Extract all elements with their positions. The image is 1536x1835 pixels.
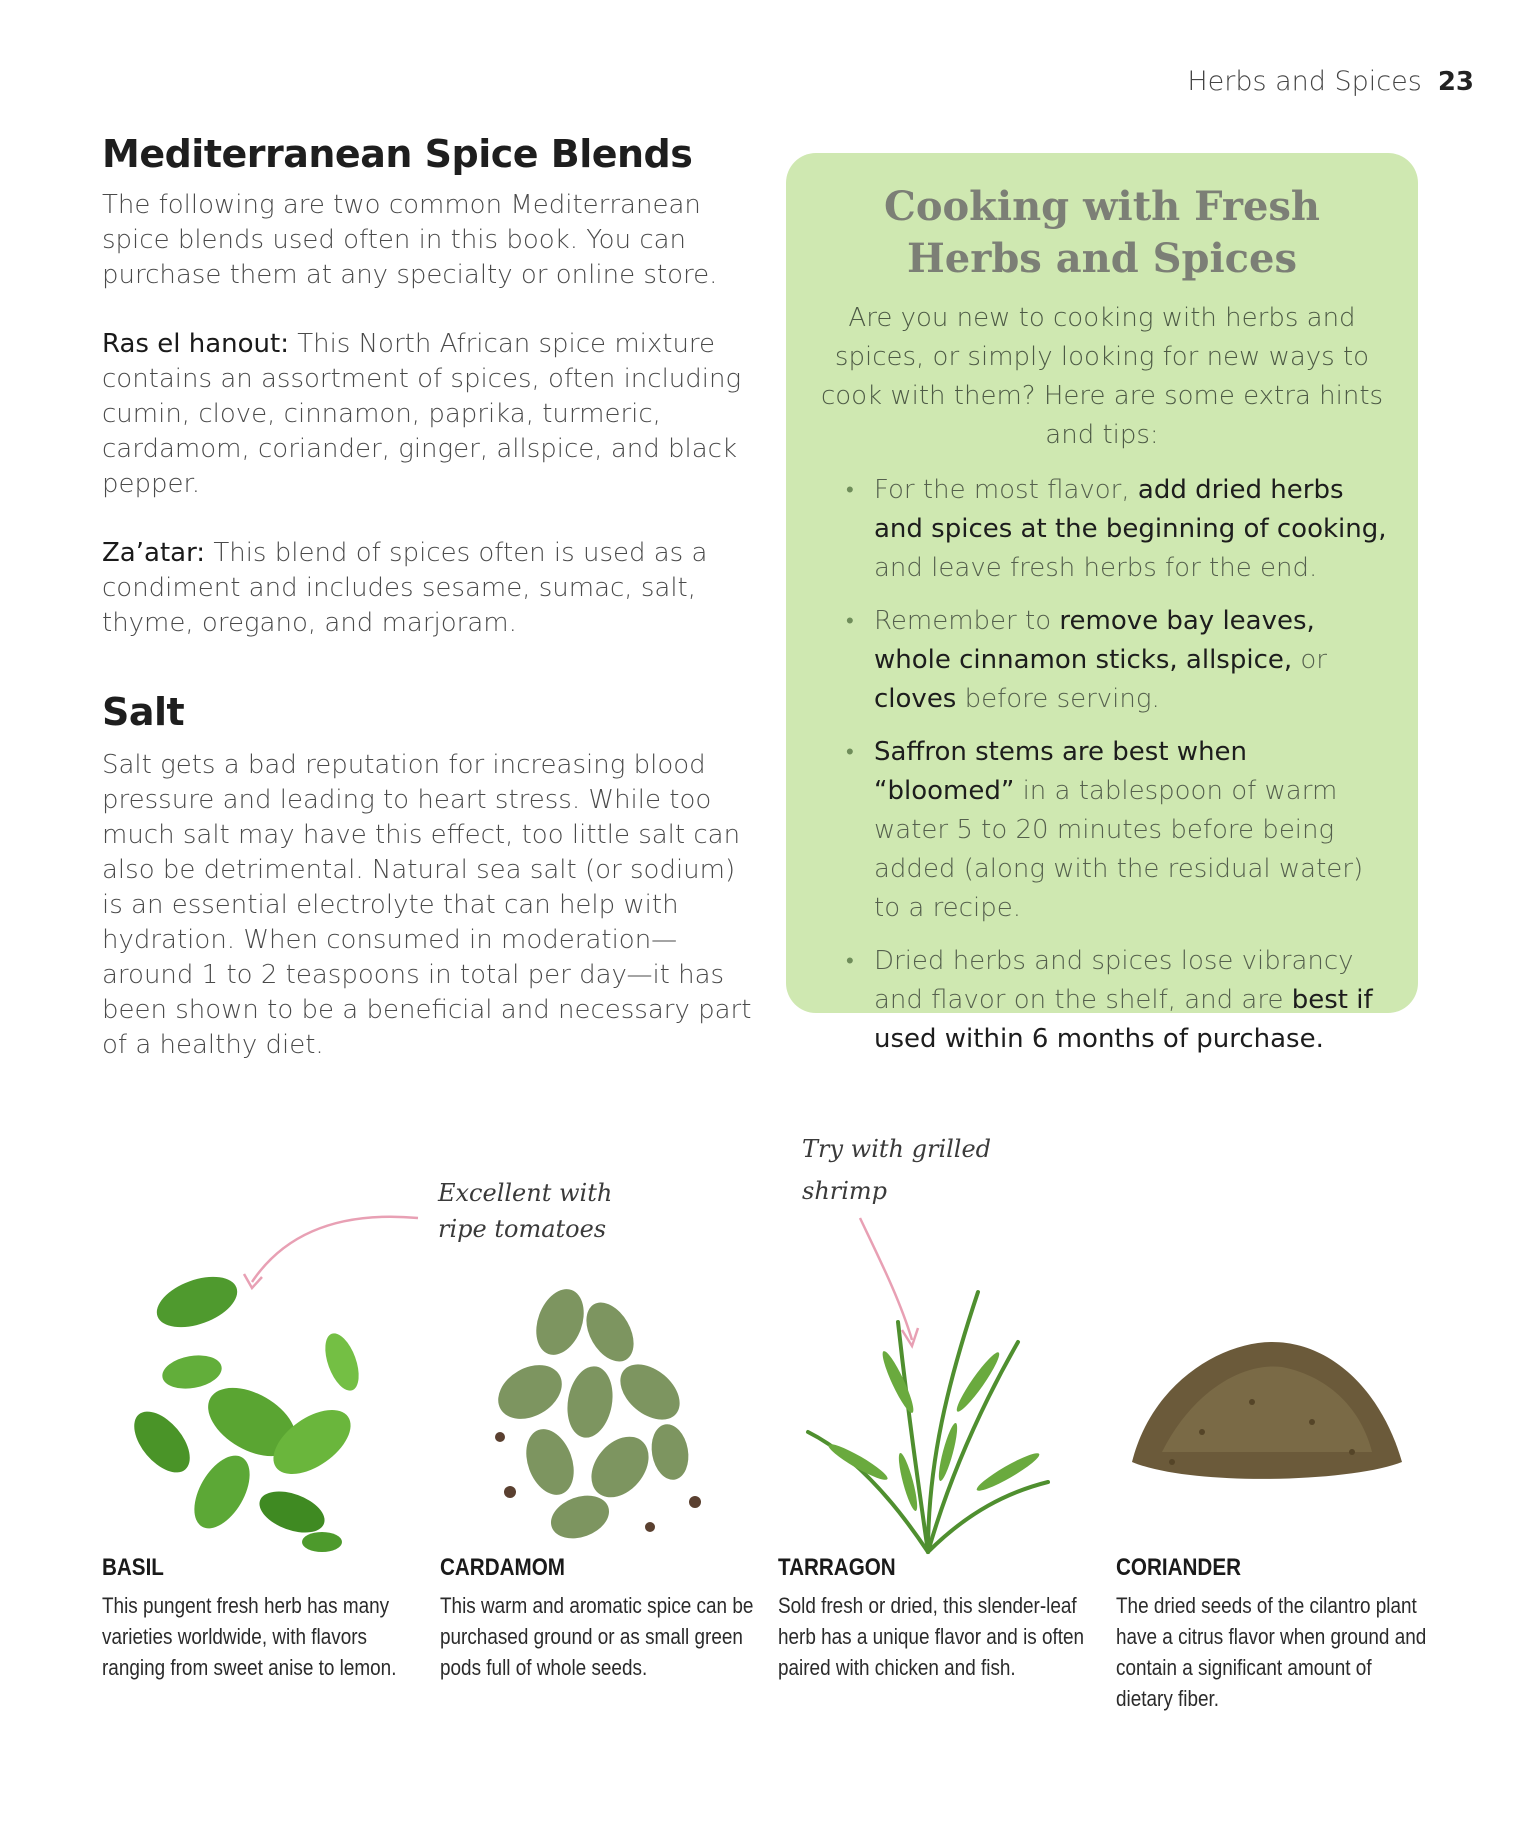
herb-name: CARDAMOM	[440, 1554, 565, 1581]
section-title-salt: Salt	[102, 690, 185, 734]
herb-description: This warm and aromatic spice can be purchased ground or as small green pods full of whole seeds.	[440, 1593, 754, 1680]
tip-text: or	[1292, 645, 1327, 675]
tip-highlight: add dried herbs and spices at the beginning of cooking,	[874, 475, 1387, 544]
tip-text: before serving.	[956, 684, 1160, 714]
ras-el-hanout-term: Ras el hanout:	[102, 329, 289, 359]
blends-intro: The following are two common Mediterranean spice blends used often in this book. You can purchase them at any specialty or online store.	[102, 190, 718, 290]
herb-card-basil	[102, 1554, 422, 1683]
basil-note	[438, 1175, 612, 1247]
tip-text: Dried herbs and spices lose vibrancy and flavor on the shelf, and are	[874, 946, 1354, 1015]
tip-text: For the most flavor,	[874, 475, 1138, 505]
page-number: 23	[1437, 67, 1474, 97]
running-title: Herbs and Spices	[1187, 66, 1422, 97]
herb-name: BASIL	[102, 1554, 164, 1581]
tarragon-image	[778, 1262, 1078, 1562]
tips-intro: Are you new to cooking with herbs and spices, or simply looking for new ways to cook with them? Here are some extra hints and tips:	[820, 303, 1384, 450]
herb-card-cardamom	[440, 1554, 760, 1683]
herb-card-tarragon	[778, 1554, 1098, 1683]
basil-note-line: ripe tomatoes	[438, 1215, 607, 1243]
basil-image	[102, 1262, 402, 1562]
tip-text: Remember to	[874, 606, 1060, 636]
tip-text: and leave fresh herbs for the end.	[874, 553, 1318, 583]
ras-el-hanout-text: This North African spice mixture contains an assortment of spices, often including cumin, clove, cinnamon, paprika, turmeric, cardamom, coriander, ginger, allspice, and black pepper.	[102, 329, 742, 499]
tip-highlight: cloves	[874, 684, 957, 714]
tip-highlight: best if used within 6 months of purchase.	[874, 985, 1373, 1054]
zaatar-text: This blend of spices often is used as a condiment and includes sesame, sumac, salt, thyme, oregano, and marjoram.	[102, 538, 708, 638]
herb-name: TARRAGON	[778, 1554, 896, 1581]
tip-text: in a tablespoon of warm water 5 to 20 minutes before being added (along with the residual water) to a recipe.	[874, 776, 1364, 923]
tarragon-note	[802, 1128, 991, 1212]
herb-name: CORIANDER	[1116, 1554, 1241, 1581]
salt-paragraph: Salt gets a bad reputation for increasing blood pressure and leading to heart stress. While too much salt may have this effect, too little salt can also be detrimental. Natural sea salt (or sodium) is an essential electrolyte that can help with hydration. When consumed in moderation—around 1 to 2 teaspoons in total per day—it has been shown to be a beneficial and necessary part of a healthy diet.	[102, 750, 752, 1060]
tip-highlight: Saffron stems are best when “bloomed”	[874, 737, 1248, 806]
tip-highlight: remove bay leaves, whole cinnamon sticks, allspice,	[874, 606, 1315, 675]
herb-description: Sold fresh or dried, this slender-leaf herb has a unique flavor and is often paired with chicken and fish.	[778, 1593, 1085, 1680]
section-title-spice-blends: Mediterranean Spice Blends	[102, 132, 693, 176]
tarragon-note-line: Try with grilled	[802, 1135, 992, 1163]
zaatar-term: Za’atar:	[102, 538, 206, 568]
herb-description: The dried seeds of the cilantro plant have a citrus flavor when ground and contain a significant amount of dietary fiber.	[1116, 1593, 1427, 1711]
herb-card-coriander	[1116, 1554, 1436, 1714]
tips-title: Cooking with Fresh Herbs and Spices	[883, 183, 1320, 282]
basil-note-line: Excellent with	[438, 1179, 613, 1207]
tarragon-note-line: shrimp	[802, 1177, 888, 1205]
herb-description: This pungent fresh herb has many varieties worldwide, with flavors ranging from sweet anise to lemon.	[102, 1593, 397, 1680]
coriander-image	[1112, 1262, 1412, 1562]
cardamom-image	[440, 1262, 740, 1562]
